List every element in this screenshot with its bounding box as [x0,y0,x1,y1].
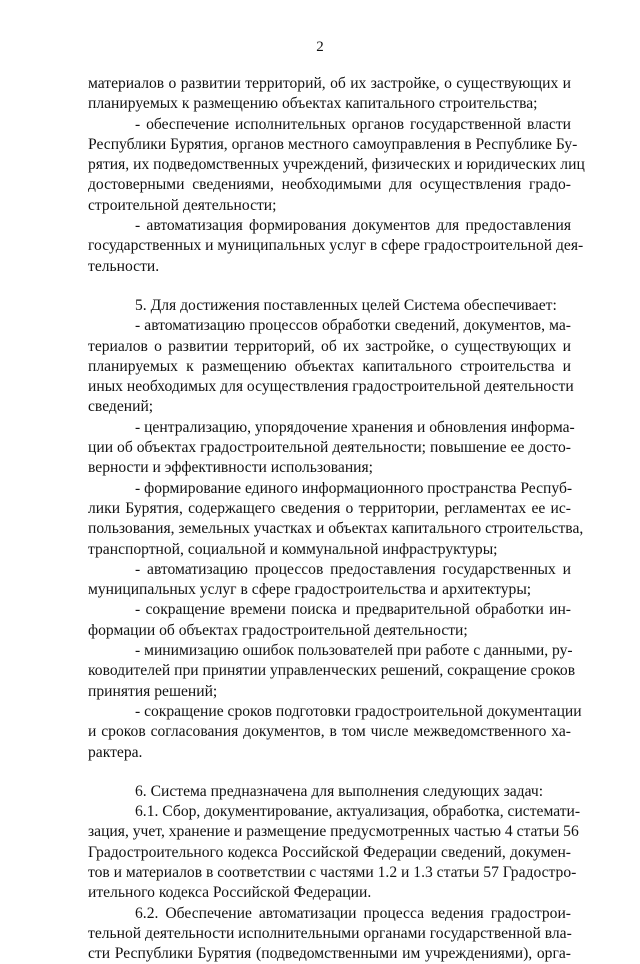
paragraph [88,560,571,601]
text-line: 6.2. Обеспечение автоматизации процесса ведения градострои- [135,904,571,922]
page-number: 2 [316,39,324,55]
paragraph [88,641,576,702]
text-line: тельной деятельности исполнительными органами государственной вла- [88,924,572,942]
document-body [88,74,585,964]
paragraph [88,418,575,479]
text-line: - автоматизация формирования документов для предоставления [135,217,571,235]
text-line: - автоматизацию процессов предоставления государственных и [135,560,571,578]
text-line: планируемых к размещению объектах капитального строительства и [88,357,571,375]
paragraph [88,904,571,964]
paragraph [88,802,581,903]
text-line: иных необходимых для осуществления градостроительной деятельности [88,378,574,396]
text-line: зация, учет, хранение и размещение предусмотренных частью 4 статьи 56 [88,823,579,841]
text-line: ции об объектах градостроительной деятельности; повышение ее досто- [88,439,571,457]
paragraph [88,216,584,277]
text-line: Республики Бурятия, органов местного самоуправления в Республике Бу- [88,135,578,153]
text-line: рактера. [88,743,143,761]
text-line: рятия, их подведомственных учреждений, физических и юридических лиц [88,156,585,174]
paragraph [88,479,584,560]
text-line: - сокращение сроков подготовки градостроительной документации [135,702,582,720]
text-line: принятия решений; [88,682,218,700]
text-line: государственных и муниципальных услуг в сфере градостроительной дея- [88,237,584,255]
paragraph [88,600,571,641]
text-line: 5. Для достижения поставленных целей Система обеспечивает: [135,296,557,314]
text-line: формации об объектах градостроительной деятельности; [88,621,468,639]
paragraph [88,296,571,316]
text-line: 6. Система предназначена для выполнения следующих задач: [135,782,544,800]
text-line: тельности. [88,257,160,275]
text-line: лики Бурятия, содержащего сведения о территории, регламентах ее ис- [88,499,571,517]
text-line: материалов о развитии территорий, об их застройке, о существующих и [88,75,571,92]
text-line: планируемых к размещению объектах капитального строительства; [88,95,538,113]
text-line: муниципальных услуг в сфере градостроительства и архитектуры; [88,581,532,599]
text-line: тов и материалов в соответствии с частями 1.2 и 1.3 статьи 57 Градостро- [88,863,577,881]
text-line: пользования, земельных участках и объектах капитального строительства, [88,520,584,538]
text-line: верности и эффективности использования; [88,459,374,477]
paragraph [88,702,582,763]
text-line: строительной деятельности; [88,196,277,214]
text-line: - автоматизацию процессов обработки сведений, документов, ма- [135,317,571,335]
text-line: достоверными сведениями, необходимыми для осуществления градо- [88,176,571,194]
text-line: и сроков согласования документов, в том числе межведомственного ха- [88,723,571,741]
text-line: сведений; [88,398,154,416]
paragraph [88,74,571,115]
text-line: - сокращение времени поиска и предварительной обработки ин- [135,601,571,619]
text-line: - централизацию, упорядочение хранения и обновления информа- [135,418,575,436]
text-line: ководителей при принятии управленческих решений, сокращение сроков [88,662,576,680]
text-line: сти Республики Бурятия (подведомственными им учреждениями), орга- [88,945,571,963]
paragraph-spacer [88,277,571,296]
text-line: транспортной, социальной и коммунальной инфраструктуры; [88,540,498,558]
text-line: - минимизацию ошибок пользователей при работе с данными, ру- [135,642,573,660]
text-line: - формирование единого информационного пространства Респуб- [135,479,573,497]
paragraph [88,115,585,216]
paragraph [88,316,574,417]
paragraph-spacer [88,763,571,782]
paragraph [88,782,571,802]
text-line: ительного кодекса Российской Федерации. [88,884,372,902]
text-line: Градостроительного кодекса Российской Федерации сведений, докумен- [88,843,571,861]
text-line: - обеспечение исполнительных органов государственной власти [135,115,571,133]
text-line: 6.1. Сбор, документирование, актуализация, обработка, системати- [135,803,581,821]
text-line: териалов о развитии территорий, об их застройке, о существующих и [88,337,571,355]
